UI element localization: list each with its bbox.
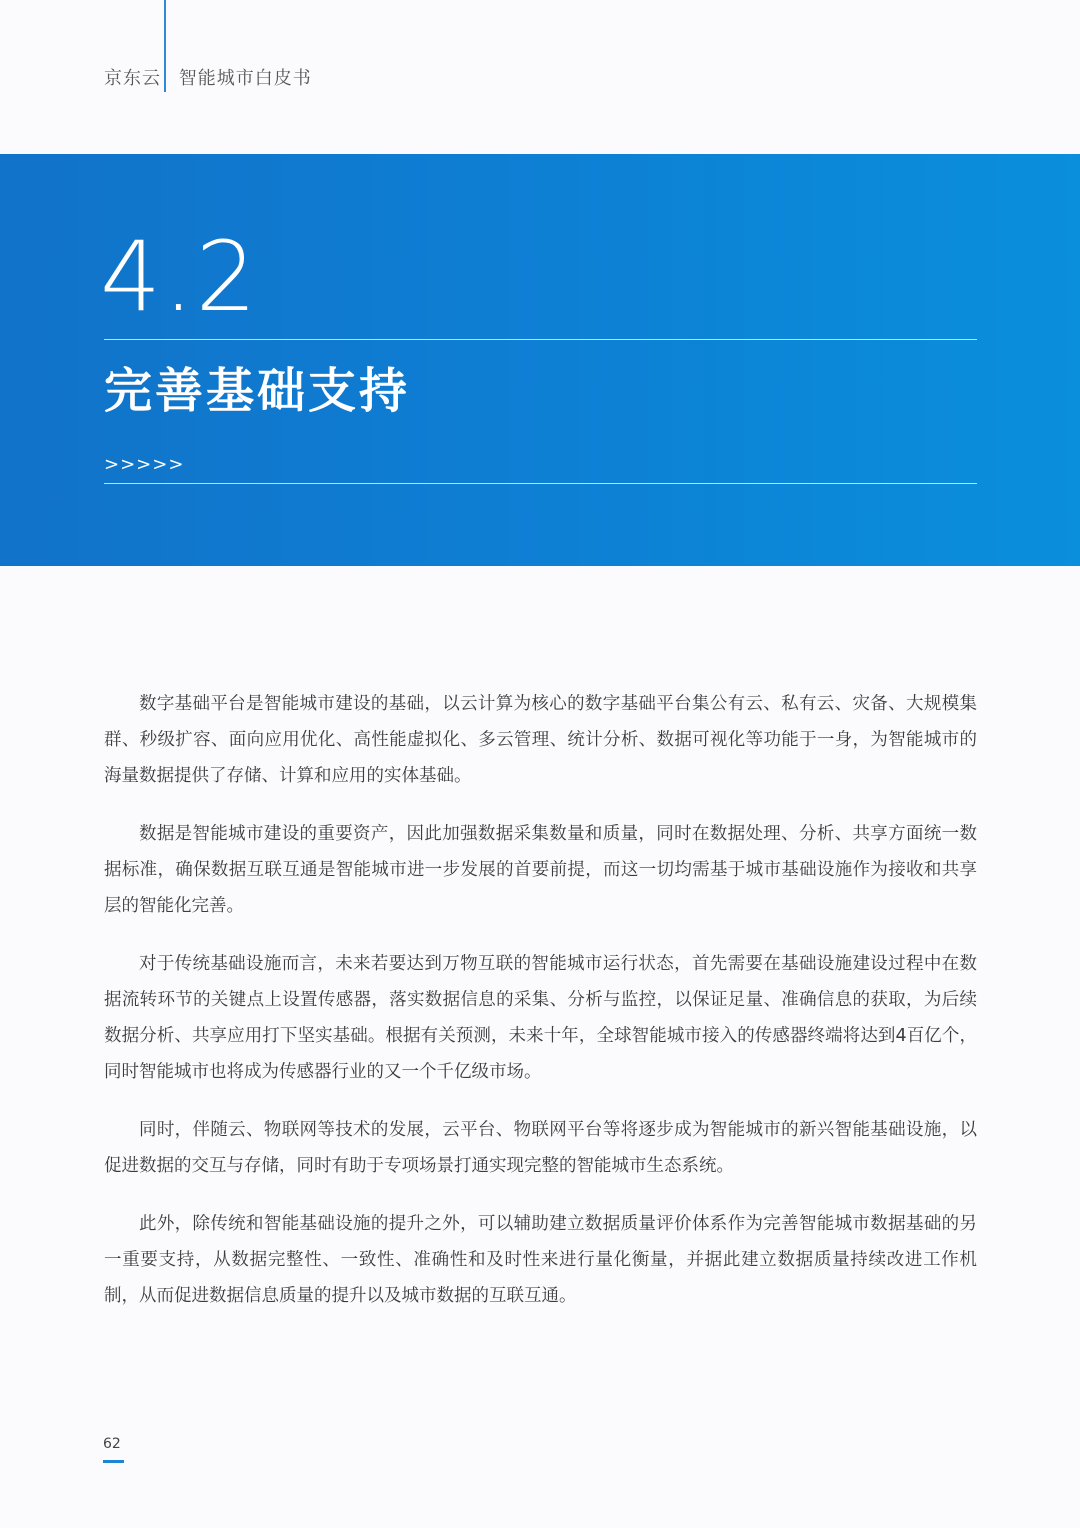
paragraph: 数据是智能城市建设的重要资产，因此加强数据采集数量和质量，同时在数据处理、分析、共享方面统一数据标准，确保数据互联互通是智能城市进一步发展的首要前提，而这一切均需基于城市基础设施作为接收和共享层的智能化完善。 <box>104 824 977 916</box>
paragraph: 对于传统基础设施而言，未来若要达到万物互联的智能城市运行状态，首先需要在基础设施建设过程中在数据流转环节的关键点上设置传感器，落实数据信息的采集、分析与监控，以保证足量、准确信息的获取，为后续数据分析、共享应用打下坚实基础。根据有关预测，未来十年，全球智能城市接入的传感器终端将达到4百亿个，同时智能城市也将成为传感器行业的又一个千亿级市场。 <box>104 954 977 1082</box>
banner-top-rule <box>104 339 977 340</box>
running-header <box>104 64 312 90</box>
paragraph: 此外，除传统和智能基础设施的提升之外，可以辅助建立数据质量评价体系作为完善智能城市数据基础的另一重要支持，从数据完整性、一致性、准确性和及时性来进行量化衡量，并据此建立数据质量持续改进工作机制，从而促进数据信息质量的提升以及城市数据的互联互通。 <box>104 1214 977 1306</box>
paragraph: 同时，伴随云、物联网等技术的发展，云平台、物联网平台等将逐步成为智能城市的新兴智能基础设施，以促进数据的交互与存储，同时有助于专项场景打通实现完整的智能城市生态系统。 <box>104 1120 977 1176</box>
section-title: 完善基础支持 <box>104 363 411 419</box>
paragraph: 数字基础平台是智能城市建设的基础，以云计算为核心的数字基础平台集公有云、私有云、灾备、大规模集群、秒级扩容、面向应用优化、高性能虚拟化、多云管理、统计分析、数据可视化等功能于一身，为智能城市的海量数据提供了存储、计算和应用的实体基础。 <box>104 694 977 786</box>
section-number: 4.2 <box>100 221 259 333</box>
brand-name: 京东云 <box>104 68 161 89</box>
chevron-decoration: >>>>> <box>104 454 185 475</box>
page-number: 62 <box>103 1436 121 1452</box>
document-title: 智能城市白皮书 <box>178 68 312 89</box>
page-number-underline <box>103 1460 124 1463</box>
body-text <box>104 686 977 1336</box>
banner-bottom-rule <box>104 483 977 484</box>
